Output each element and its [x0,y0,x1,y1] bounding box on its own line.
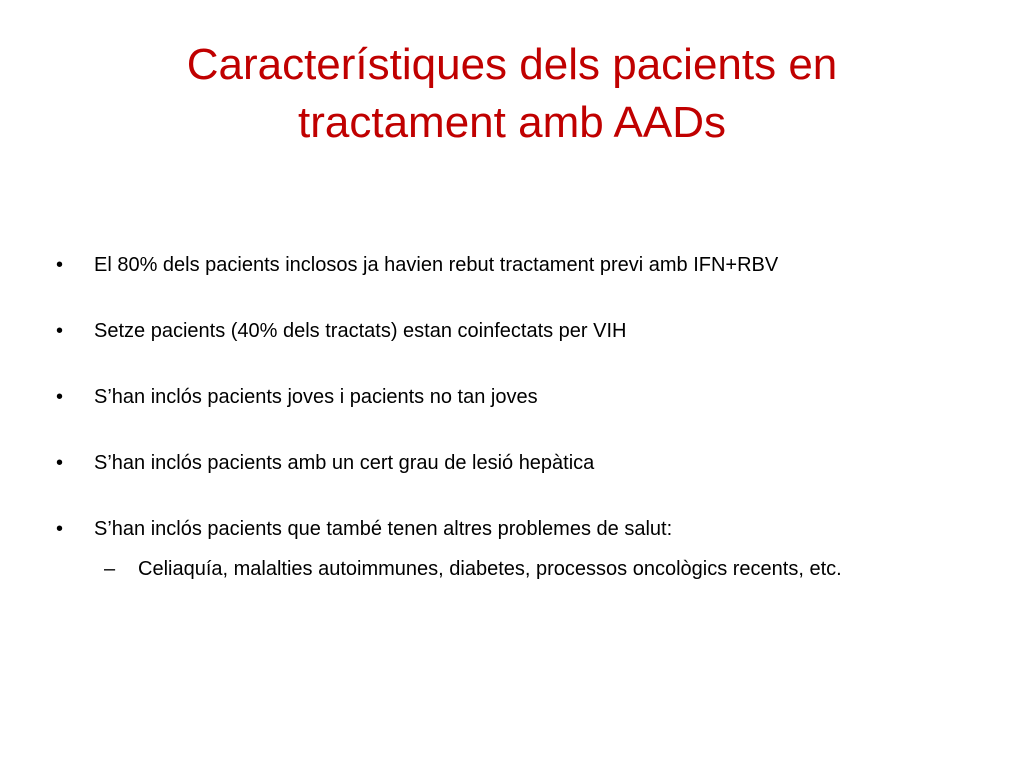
slide-title [0,36,1024,152]
bullet-marker-icon: • [56,254,64,276]
bullet-text: S’han inclós pacients joves i pacients no tan joves [94,386,538,408]
bullet-text: S’han inclós pacients que també tenen altres problemes de salut: [94,518,673,540]
bullet-marker-icon: • [56,518,64,540]
slide-title-line-1: Característiques dels pacients en [186,40,838,89]
sub-bullet-text: Celiaquía, malalties autoimmunes, diabetes, processos oncològics recents, etc. [138,558,842,580]
bullet-item-1 [56,252,976,278]
bullet-item-4 [56,450,976,476]
sub-bullet-list [104,556,976,582]
bullet-item-5 [56,516,976,582]
bullet-marker-icon: • [56,320,64,342]
bullet-item-2 [56,318,976,344]
dash-marker-icon: – [104,558,116,580]
bullet-text: Setze pacients (40% dels tractats) estan coinfectats per VIH [94,320,627,342]
bullet-marker-icon: • [56,452,64,474]
bullet-list [56,252,976,622]
bullet-text: El 80% dels pacients inclosos ja havien rebut tractament previ amb IFN+RBV [94,254,779,276]
sub-bullet-item-1 [104,556,976,582]
slide-title-line-2: tractament amb AADs [298,98,726,147]
bullet-text: S’han inclós pacients amb un cert grau de lesió hepàtica [94,452,595,474]
bullet-marker-icon: • [56,386,64,408]
bullet-item-3 [56,384,976,410]
